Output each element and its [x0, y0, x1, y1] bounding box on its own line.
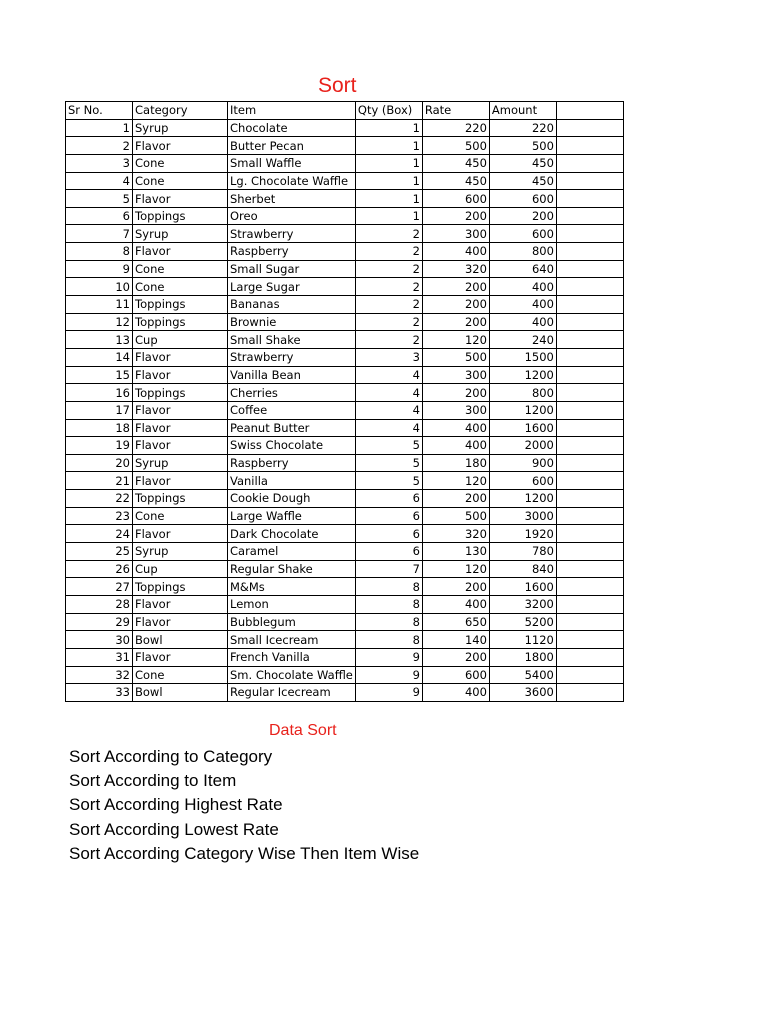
cell-rate: 450 [422, 154, 489, 172]
cell-empty [556, 137, 623, 155]
sort-task-item: Sort According Lowest Rate [69, 819, 279, 839]
cell-qty: 7 [355, 560, 422, 578]
cell-category: Syrup [133, 543, 228, 561]
cell-qty: 6 [355, 490, 422, 508]
cell-category: Flavor [133, 437, 228, 455]
cell-sr-no: 14 [66, 348, 133, 366]
cell-qty: 4 [355, 401, 422, 419]
table-row [66, 243, 624, 261]
data-table [65, 101, 624, 702]
table-row [66, 507, 624, 525]
cell-category: Cone [133, 666, 228, 684]
cell-amount: 5400 [489, 666, 556, 684]
cell-category: Flavor [133, 190, 228, 208]
cell-qty: 9 [355, 684, 422, 702]
cell-empty [556, 454, 623, 472]
cell-qty: 5 [355, 437, 422, 455]
sort-task-item: Sort According Category Wise Then Item Wise [69, 843, 420, 863]
cell-rate: 500 [422, 507, 489, 525]
cell-rate: 140 [422, 631, 489, 649]
cell-rate: 500 [422, 348, 489, 366]
cell-qty: 2 [355, 331, 422, 349]
table-row [66, 154, 624, 172]
cell-rate: 200 [422, 313, 489, 331]
cell-empty [556, 631, 623, 649]
table-row [66, 454, 624, 472]
cell-category: Cone [133, 260, 228, 278]
cell-amount: 1200 [489, 401, 556, 419]
cell-amount: 200 [489, 207, 556, 225]
cell-qty: 1 [355, 190, 422, 208]
cell-category: Flavor [133, 648, 228, 666]
cell-item: Cookie Dough [228, 490, 356, 508]
header-sr-no: Sr No. [66, 102, 133, 120]
cell-empty [556, 190, 623, 208]
cell-qty: 6 [355, 543, 422, 561]
cell-amount: 1200 [489, 366, 556, 384]
cell-sr-no: 15 [66, 366, 133, 384]
cell-item: Brownie [228, 313, 356, 331]
cell-sr-no: 32 [66, 666, 133, 684]
sort-task-item: Sort According to Item [69, 771, 237, 791]
cell-sr-no: 6 [66, 207, 133, 225]
cell-empty [556, 595, 623, 613]
cell-item: Bananas [228, 296, 356, 314]
cell-sr-no: 4 [66, 172, 133, 190]
table-row [66, 631, 624, 649]
header-empty [556, 102, 623, 120]
cell-qty: 6 [355, 525, 422, 543]
table-row [66, 172, 624, 190]
cell-amount: 3600 [489, 684, 556, 702]
table-row [66, 613, 624, 631]
cell-amount: 600 [489, 472, 556, 490]
cell-sr-no: 27 [66, 578, 133, 596]
cell-empty [556, 560, 623, 578]
table-row [66, 190, 624, 208]
cell-empty [556, 507, 623, 525]
cell-sr-no: 8 [66, 243, 133, 261]
table-row [66, 666, 624, 684]
cell-sr-no: 10 [66, 278, 133, 296]
cell-qty: 9 [355, 648, 422, 666]
cell-qty: 8 [355, 631, 422, 649]
cell-amount: 3000 [489, 507, 556, 525]
cell-sr-no: 13 [66, 331, 133, 349]
cell-amount: 1920 [489, 525, 556, 543]
cell-category: Cone [133, 507, 228, 525]
cell-empty [556, 472, 623, 490]
cell-item: Caramel [228, 543, 356, 561]
cell-empty [556, 366, 623, 384]
cell-item: French Vanilla [228, 648, 356, 666]
cell-amount: 400 [489, 278, 556, 296]
cell-category: Syrup [133, 119, 228, 137]
cell-empty [556, 225, 623, 243]
cell-empty [556, 684, 623, 702]
cell-amount: 400 [489, 313, 556, 331]
cell-rate: 200 [422, 278, 489, 296]
cell-category: Flavor [133, 401, 228, 419]
table-row [66, 578, 624, 596]
cell-amount: 800 [489, 243, 556, 261]
cell-sr-no: 21 [66, 472, 133, 490]
table-row [66, 348, 624, 366]
cell-rate: 400 [422, 243, 489, 261]
cell-empty [556, 313, 623, 331]
table-row [66, 225, 624, 243]
table-row [66, 648, 624, 666]
cell-category: Bowl [133, 684, 228, 702]
cell-amount: 840 [489, 560, 556, 578]
cell-sr-no: 30 [66, 631, 133, 649]
header-rate: Rate [422, 102, 489, 120]
cell-qty: 4 [355, 366, 422, 384]
cell-item: Peanut Butter [228, 419, 356, 437]
cell-qty: 9 [355, 666, 422, 684]
cell-item: Small Waffle [228, 154, 356, 172]
cell-item: Sherbet [228, 190, 356, 208]
cell-sr-no: 7 [66, 225, 133, 243]
cell-amount: 900 [489, 454, 556, 472]
cell-rate: 220 [422, 119, 489, 137]
cell-amount: 5200 [489, 613, 556, 631]
page-title: Sort [318, 74, 357, 97]
table-row [66, 331, 624, 349]
cell-amount: 1600 [489, 419, 556, 437]
cell-amount: 3200 [489, 595, 556, 613]
cell-category: Flavor [133, 525, 228, 543]
cell-empty [556, 613, 623, 631]
cell-empty [556, 154, 623, 172]
cell-category: Cup [133, 331, 228, 349]
cell-amount: 800 [489, 384, 556, 402]
cell-amount: 1120 [489, 631, 556, 649]
cell-rate: 120 [422, 331, 489, 349]
cell-item: Swiss Chocolate [228, 437, 356, 455]
cell-item: Lemon [228, 595, 356, 613]
cell-amount: 600 [489, 225, 556, 243]
cell-item: Dark Chocolate [228, 525, 356, 543]
cell-item: Cherries [228, 384, 356, 402]
cell-item: Vanilla Bean [228, 366, 356, 384]
table-row [66, 472, 624, 490]
cell-rate: 120 [422, 472, 489, 490]
cell-item: Strawberry [228, 225, 356, 243]
cell-category: Cone [133, 278, 228, 296]
table-row [66, 260, 624, 278]
cell-qty: 1 [355, 137, 422, 155]
cell-category: Toppings [133, 296, 228, 314]
cell-item: Oreo [228, 207, 356, 225]
cell-qty: 2 [355, 225, 422, 243]
cell-amount: 500 [489, 137, 556, 155]
cell-qty: 2 [355, 296, 422, 314]
table-row [66, 207, 624, 225]
cell-qty: 2 [355, 260, 422, 278]
cell-item: Large Sugar [228, 278, 356, 296]
cell-category: Flavor [133, 243, 228, 261]
cell-category: Cone [133, 154, 228, 172]
cell-amount: 1800 [489, 648, 556, 666]
cell-amount: 2000 [489, 437, 556, 455]
cell-empty [556, 243, 623, 261]
cell-sr-no: 33 [66, 684, 133, 702]
cell-qty: 8 [355, 613, 422, 631]
cell-rate: 300 [422, 401, 489, 419]
cell-rate: 200 [422, 490, 489, 508]
cell-empty [556, 119, 623, 137]
cell-empty [556, 490, 623, 508]
cell-item: Raspberry [228, 454, 356, 472]
cell-amount: 220 [489, 119, 556, 137]
cell-qty: 5 [355, 472, 422, 490]
cell-qty: 4 [355, 384, 422, 402]
cell-sr-no: 18 [66, 419, 133, 437]
cell-sr-no: 11 [66, 296, 133, 314]
cell-qty: 8 [355, 578, 422, 596]
cell-empty [556, 296, 623, 314]
cell-item: Strawberry [228, 348, 356, 366]
cell-rate: 300 [422, 366, 489, 384]
cell-sr-no: 19 [66, 437, 133, 455]
table-row [66, 543, 624, 561]
cell-empty [556, 348, 623, 366]
cell-sr-no: 29 [66, 613, 133, 631]
cell-qty: 1 [355, 172, 422, 190]
cell-sr-no: 5 [66, 190, 133, 208]
cell-category: Toppings [133, 578, 228, 596]
cell-category: Flavor [133, 472, 228, 490]
cell-category: Toppings [133, 313, 228, 331]
cell-sr-no: 17 [66, 401, 133, 419]
cell-category: Syrup [133, 225, 228, 243]
cell-amount: 240 [489, 331, 556, 349]
cell-amount: 400 [489, 296, 556, 314]
cell-rate: 200 [422, 296, 489, 314]
cell-sr-no: 22 [66, 490, 133, 508]
cell-rate: 300 [422, 225, 489, 243]
cell-amount: 600 [489, 190, 556, 208]
cell-qty: 8 [355, 595, 422, 613]
cell-qty: 2 [355, 313, 422, 331]
cell-category: Toppings [133, 384, 228, 402]
cell-item: Raspberry [228, 243, 356, 261]
cell-sr-no: 20 [66, 454, 133, 472]
table-row [66, 437, 624, 455]
cell-rate: 600 [422, 190, 489, 208]
table-row [66, 419, 624, 437]
cell-rate: 200 [422, 648, 489, 666]
table-row [66, 595, 624, 613]
data-sort-title: Data Sort [269, 722, 337, 739]
cell-qty: 1 [355, 119, 422, 137]
table-body [66, 119, 624, 701]
cell-amount: 1500 [489, 348, 556, 366]
cell-rate: 200 [422, 384, 489, 402]
cell-empty [556, 648, 623, 666]
cell-category: Flavor [133, 419, 228, 437]
table-row [66, 560, 624, 578]
cell-item: Vanilla [228, 472, 356, 490]
header-item: Item [228, 102, 356, 120]
cell-qty: 2 [355, 278, 422, 296]
cell-rate: 450 [422, 172, 489, 190]
cell-category: Bowl [133, 631, 228, 649]
cell-item: Butter Pecan [228, 137, 356, 155]
sort-task-item: Sort According to Category [69, 747, 273, 766]
cell-sr-no: 24 [66, 525, 133, 543]
cell-category: Flavor [133, 613, 228, 631]
cell-qty: 1 [355, 154, 422, 172]
cell-sr-no: 2 [66, 137, 133, 155]
header-qty: Qty (Box) [355, 102, 422, 120]
cell-rate: 180 [422, 454, 489, 472]
cell-category: Toppings [133, 490, 228, 508]
cell-sr-no: 9 [66, 260, 133, 278]
cell-sr-no: 31 [66, 648, 133, 666]
cell-qty: 4 [355, 419, 422, 437]
cell-rate: 320 [422, 260, 489, 278]
cell-item: Chocolate [228, 119, 356, 137]
cell-sr-no: 12 [66, 313, 133, 331]
table-row [66, 401, 624, 419]
cell-empty [556, 666, 623, 684]
cell-category: Flavor [133, 595, 228, 613]
cell-amount: 450 [489, 172, 556, 190]
table-row [66, 384, 624, 402]
cell-item: Lg. Chocolate Waffle [228, 172, 356, 190]
cell-rate: 650 [422, 613, 489, 631]
cell-item: M&Ms [228, 578, 356, 596]
cell-rate: 400 [422, 419, 489, 437]
table-row [66, 313, 624, 331]
cell-empty [556, 172, 623, 190]
cell-rate: 200 [422, 207, 489, 225]
cell-rate: 600 [422, 666, 489, 684]
cell-sr-no: 26 [66, 560, 133, 578]
cell-empty [556, 207, 623, 225]
cell-rate: 120 [422, 560, 489, 578]
cell-amount: 1200 [489, 490, 556, 508]
cell-sr-no: 3 [66, 154, 133, 172]
header-amount: Amount [489, 102, 556, 120]
cell-rate: 500 [422, 137, 489, 155]
cell-empty [556, 278, 623, 296]
cell-category: Cup [133, 560, 228, 578]
table-row [66, 490, 624, 508]
cell-category: Flavor [133, 137, 228, 155]
cell-empty [556, 543, 623, 561]
cell-category: Cone [133, 172, 228, 190]
table-row [66, 296, 624, 314]
cell-rate: 400 [422, 437, 489, 455]
cell-qty: 1 [355, 207, 422, 225]
cell-sr-no: 23 [66, 507, 133, 525]
header-category: Category [133, 102, 228, 120]
cell-category: Flavor [133, 348, 228, 366]
cell-item: Small Sugar [228, 260, 356, 278]
cell-empty [556, 578, 623, 596]
cell-category: Toppings [133, 207, 228, 225]
table-row [66, 278, 624, 296]
cell-amount: 1600 [489, 578, 556, 596]
cell-sr-no: 25 [66, 543, 133, 561]
cell-empty [556, 419, 623, 437]
cell-item: Regular Shake [228, 560, 356, 578]
cell-category: Flavor [133, 366, 228, 384]
cell-empty [556, 331, 623, 349]
table-row [66, 366, 624, 384]
cell-amount: 450 [489, 154, 556, 172]
cell-qty: 6 [355, 507, 422, 525]
cell-qty: 3 [355, 348, 422, 366]
cell-rate: 130 [422, 543, 489, 561]
cell-empty [556, 437, 623, 455]
cell-rate: 400 [422, 684, 489, 702]
table-row [66, 684, 624, 702]
sort-task-list [69, 745, 419, 866]
header-row [66, 102, 624, 120]
cell-empty [556, 260, 623, 278]
cell-item: Sm. Chocolate Waffle [228, 666, 356, 684]
cell-empty [556, 401, 623, 419]
cell-amount: 640 [489, 260, 556, 278]
cell-rate: 200 [422, 578, 489, 596]
cell-sr-no: 16 [66, 384, 133, 402]
cell-item: Bubblegum [228, 613, 356, 631]
table-row [66, 525, 624, 543]
cell-item: Large Waffle [228, 507, 356, 525]
cell-empty [556, 384, 623, 402]
cell-category: Syrup [133, 454, 228, 472]
cell-empty [556, 525, 623, 543]
table-row [66, 137, 624, 155]
cell-item: Coffee [228, 401, 356, 419]
cell-rate: 320 [422, 525, 489, 543]
cell-qty: 2 [355, 243, 422, 261]
cell-item: Regular Icecream [228, 684, 356, 702]
cell-sr-no: 1 [66, 119, 133, 137]
cell-item: Small Shake [228, 331, 356, 349]
cell-sr-no: 28 [66, 595, 133, 613]
cell-qty: 5 [355, 454, 422, 472]
sort-task-item: Sort According Highest Rate [69, 795, 283, 815]
table-row [66, 119, 624, 137]
cell-item: Small Icecream [228, 631, 356, 649]
cell-rate: 400 [422, 595, 489, 613]
cell-amount: 780 [489, 543, 556, 561]
